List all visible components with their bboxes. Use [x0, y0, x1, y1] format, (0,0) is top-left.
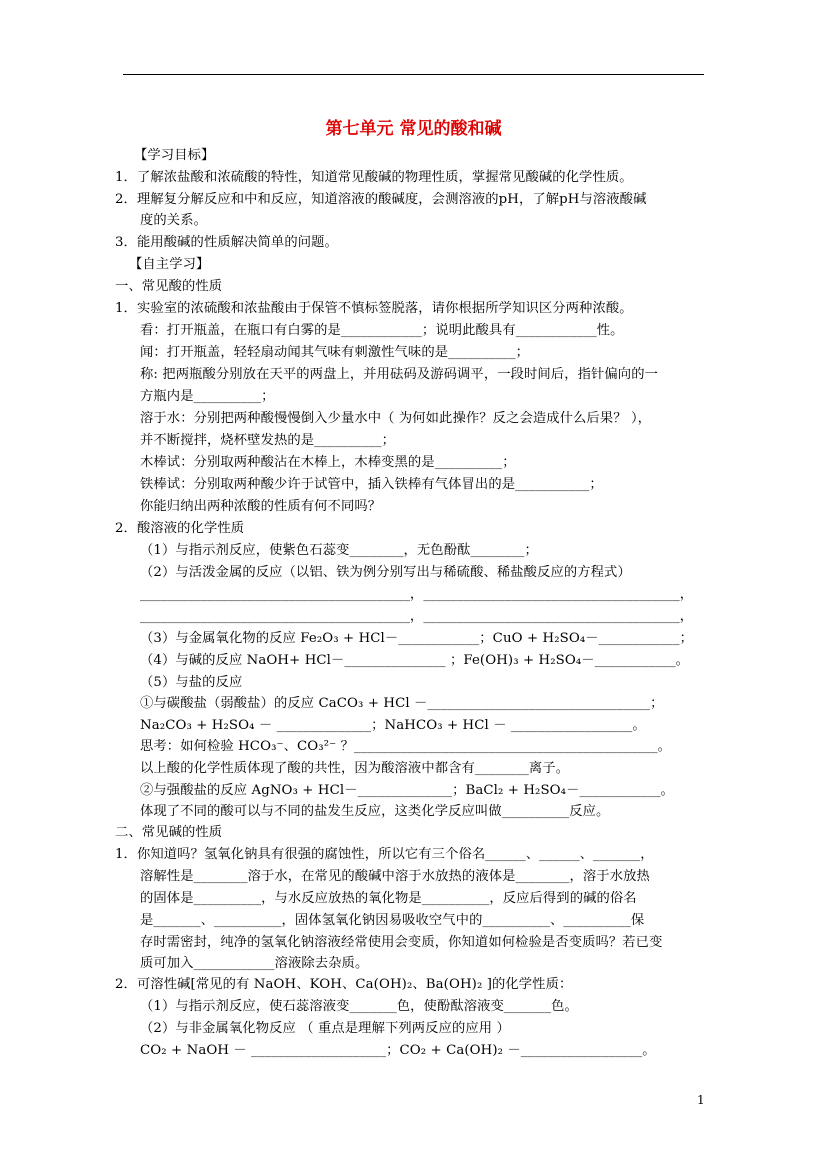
- text-line: 质可加入____________溶液除去杂质。: [140, 956, 369, 971]
- text-line: 1．了解浓盐酸和浓硫酸的特性，知道常见酸碱的物理性质，掌握常见酸碱的化学性质。: [115, 170, 633, 185]
- text-line: 以上酸的化学性质体现了酸的共性，因为酸溶液中都含有________离子。: [140, 761, 570, 776]
- text-line: 存时需密封，纯净的氢氧化钠溶液经常使用会变质，你知道如何检验是否变质吗？若已变: [140, 935, 663, 950]
- text-line: 一、常见酸的性质: [115, 279, 223, 294]
- text-line: CO₂ + NaOH － ____________________；CO₂ + Ca(OH)₂ －__________________。: [140, 1043, 656, 1058]
- text-line: 1．你知道吗？氢氧化钠具有很强的腐蚀性，所以它有三个俗名______、______、_______，: [115, 847, 654, 862]
- text-line: 称: 把两瓶酸分别放在天平的两盘上，并用砝码及游码调平，一段时间后，指针偏向的一: [140, 367, 658, 382]
- text-line: （2）与活泼金属的反应（以铝、铁为例分别写出与稀硫酸、稀盐酸反应的方程式）: [140, 565, 631, 580]
- text-line: 3．能用酸碱的性质解决简单的问题。: [115, 235, 338, 250]
- text-line: 【学习目标】: [134, 148, 215, 163]
- text-line: （2）与非金属氧化物反应 （ 重点是理解下列两反应的应用 ）: [140, 1021, 510, 1036]
- text-line: 溶解性是________溶于水，在常见的酸碱中溶于水放热的液体是________，溶于水放热: [140, 869, 650, 884]
- text-line: ①与碳酸盐（弱酸盐）的反应 CaCO₃ + HCl －_________________________________；: [140, 696, 664, 711]
- text-line: ________________________________________，______________________________________，: [140, 609, 694, 624]
- text-line: （1）与指示剂反应，使石蕊溶液变_______色，使酚酞溶液变_______色。: [140, 999, 578, 1014]
- text-line: 是_______、__________，固体氢氧化钠因易吸收空气中的__________、__________保: [140, 913, 645, 928]
- text-line: ②与强酸盐的反应 AgNO₃ + HCl－______________；BaCl₂ + H₂SO₄－____________。: [140, 783, 674, 798]
- text-line: 的固体是__________，与水反应放热的氧化物是__________，反应后得到的碱的俗名: [140, 891, 637, 906]
- text-line: ________________________________________，______________________________________，: [140, 587, 694, 602]
- text-line: 2．理解复分解反应和中和反应，知道溶液的酸碱度，会测溶液的pH，了解pH与溶液酸碱: [115, 192, 647, 207]
- text-line: 铁棒试：分别取两种酸少许于试管中，插入铁棒有气体冒出的是___________；: [140, 477, 603, 492]
- text-line: 思考：如何检验 HCO₃⁻、CO₃²⁻ ？_____________________________________________。: [140, 739, 672, 754]
- text-line: 体现了不同的酸可以与不同的盐发生反应，这类化学反应叫做__________反应。: [140, 804, 610, 819]
- text-line: 2．可溶性碱[常见的有 NaOH、KOH、Ca(OH)₂、Ba(OH)₂ ]的化学性质：: [115, 977, 573, 992]
- text-line: （5）与盐的反应: [140, 675, 243, 690]
- text-line: 并不断搅拌，烧杯壁发热的是__________；: [140, 433, 396, 448]
- text-line: （4）与碱的反应 NaOH+ HCl－_______________ ；Fe(OH)₃ + H₂SO₄－____________。: [140, 653, 690, 668]
- text-line: 方瓶内是__________；: [140, 389, 275, 404]
- text-line: 二、常见碱的性质: [115, 825, 223, 840]
- header-rule: [123, 74, 704, 75]
- text-line: 度的关系。: [140, 213, 207, 228]
- text-line: 溶于水：分别把两种酸慢慢倒入少量水中（ 为何如此操作？反之会造成什么后果？ ），: [140, 411, 652, 426]
- text-line: 1．实验室的浓硫酸和浓盐酸由于保管不慎标签脱落，请你根据所学知识区分两种浓酸。: [115, 301, 633, 316]
- text-line: Na₂CO₃ + H₂SO₄ － ______________；NaHCO₃ + HCl － __________________。: [140, 718, 646, 733]
- text-line: 闻：打开瓶盖，轻轻扇动闻其气味有刺激性气味的是__________；: [140, 345, 530, 360]
- text-line: 2．酸溶液的化学性质: [115, 521, 245, 536]
- text-line: （3）与金属氧化物的反应 Fe₂O₃ + HCl－____________；CuO + H₂SO₄－____________；: [140, 631, 694, 646]
- page-title: 第七单元 常见的酸和碱: [325, 119, 502, 139]
- text-line: 你能归纳出两种浓酸的性质有何不同吗？: [140, 499, 382, 514]
- page-number: 1: [697, 1093, 705, 1107]
- text-line: 木棒试：分别取两种酸沾在木棒上，木棒变黑的是__________；: [140, 455, 516, 470]
- text-line: 【自主学习】: [129, 257, 210, 272]
- text-line: 看：打开瓶盖，在瓶口有白雾的是____________；说明此酸具有____________性。: [140, 323, 624, 338]
- text-line: （1）与指示剂反应，使紫色石蕊变________，无色酚酞________；: [140, 543, 538, 558]
